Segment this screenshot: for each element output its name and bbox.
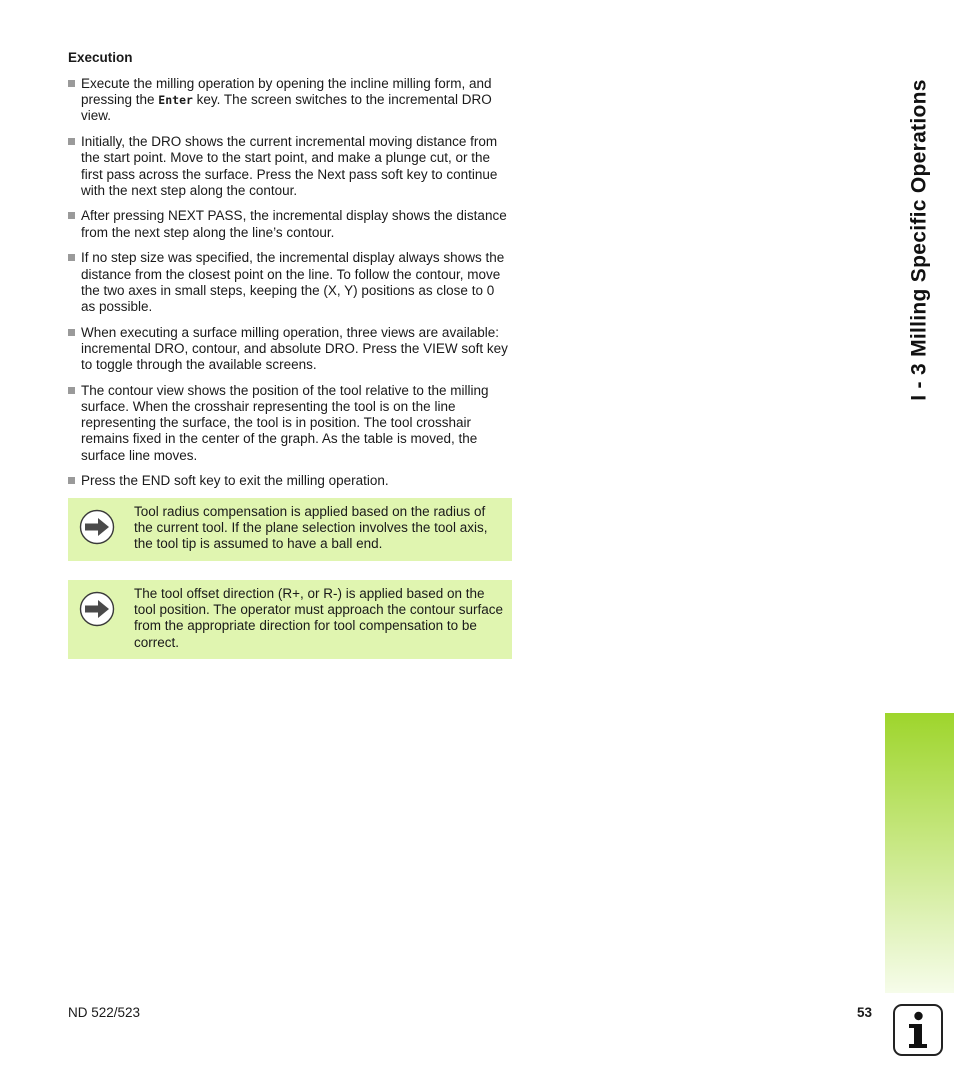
list-item-text: The contour view shows the position of the tool relative to the milling surface. When the crosshair representing the tool is on the line representing the surface, the tool is in position. The tool crosshair remains fixed in the center of the graph. As the table is moved, the surface line moves. [81, 382, 489, 463]
list-item-text: When executing a surface milling operation, three views are available: incremental DRO, contour, and absolute DRO. Press the VIEW soft key to toggle through the available screens. [81, 324, 508, 373]
list-item [68, 250, 512, 315]
bullet-square-icon [68, 329, 75, 336]
list-item-text: Initially, the DRO shows the current incremental moving distance from the start point. Move to the start point, and make a plunge cut, or the first pass across the surface. Press the Next pass soft key to continue with the next step along the contour. [81, 134, 498, 198]
list-item-text: Press the END soft key to exit the milling operation. [81, 473, 389, 489]
note-box [68, 580, 512, 659]
list-item [68, 208, 512, 240]
arrow-right-icon [79, 509, 115, 545]
chapter-tab-bar [885, 713, 954, 993]
list-item [68, 325, 512, 374]
list-item [68, 383, 512, 464]
list-item-text-start: Execute the milling operation by opening the incline milling form, and pressing the [81, 76, 492, 108]
note-box [68, 498, 512, 561]
list-item [68, 76, 512, 125]
arrow-right-icon [79, 591, 115, 627]
enter-key-label: Enter [158, 93, 193, 108]
note-text: The tool offset direction (R+, or R-) is applied based on the tool position. The operator must approach the contour surface from the appropriate direction for tool compensation to be correct. [134, 586, 503, 650]
page-number: 53 [856, 1005, 872, 1020]
list-item-text: After pressing NEXT PASS, the incremental display shows the distance from the next step along the line’s contour. [81, 208, 507, 240]
bullet-square-icon [68, 80, 75, 87]
list-item [68, 473, 512, 489]
list-item-text-end: key. The screen switches to the incremental DRO view. [81, 92, 492, 124]
info-icon [893, 1004, 943, 1056]
section-heading: Execution [68, 50, 133, 65]
bullet-square-icon [68, 254, 75, 261]
note-text: Tool radius compensation is applied based on the radius of the current tool. If the plane selection involves the tool axis, the tool tip is assumed to have a ball end. [134, 504, 488, 552]
chapter-title-vertical [890, 50, 950, 430]
bullet-square-icon [68, 387, 75, 394]
bullet-square-icon [68, 138, 75, 145]
instruction-list [68, 76, 512, 499]
bullet-square-icon [68, 477, 75, 484]
list-item-text: If no step size was specified, the incremental display always shows the distance from the closest point on the line. To follow the contour, move the two axes in small steps, keeping the (X, Y) positions as close to 0 as possible. [81, 250, 505, 314]
bullet-square-icon [68, 212, 75, 219]
chapter-title: I - 3 Milling Specific Operations [908, 79, 931, 401]
list-item [68, 134, 512, 199]
product-name: ND 522/523 [68, 1005, 141, 1020]
